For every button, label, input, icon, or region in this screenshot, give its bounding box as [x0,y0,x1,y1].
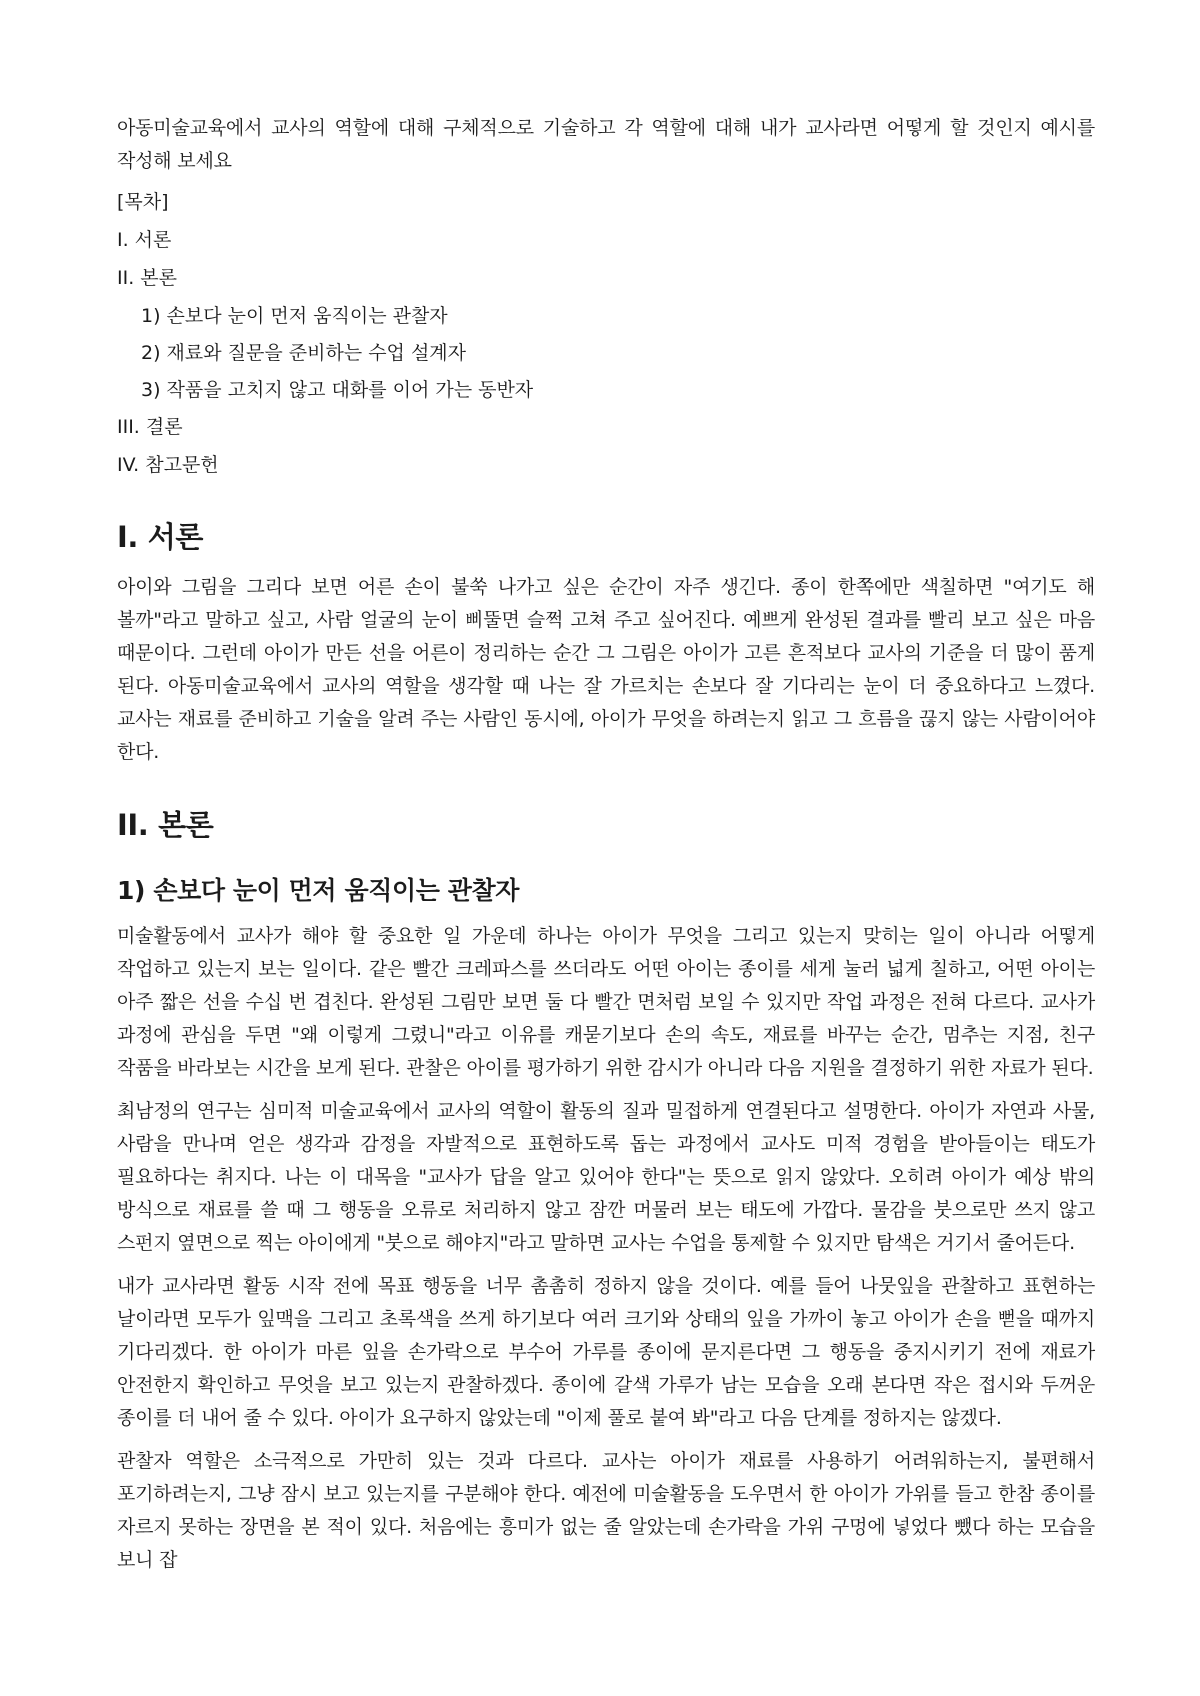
toc-heading: [목차] [117,191,169,213]
toc-subitem-designer: 2) 재료와 질문을 준비하는 수업 설계자 [141,342,467,364]
toc-subitem-observer: 1) 손보다 눈이 먼저 움직이는 관찰자 [141,305,448,327]
assignment-prompt: 아동미술교육에서 교사의 역할에 대해 구체적으로 기술하고 각 역할에 대해 내가 교사라면 어떻게 할 것인지 예시를 작성해 보세요 [117,117,1095,172]
subsection-heading-observer: 1) 손보다 눈이 먼저 움직이는 관찰자 [117,876,520,905]
table-of-contents [117,188,1095,479]
toc-item-references: IV. 참고문헌 [117,454,219,476]
intro-paragraph: 아이와 그림을 그리다 보면 어른 손이 불쑥 나가고 싶은 순간이 자주 생긴다. 종이 한쪽에만 색칠하면 "여기도 해 볼까"라고 말하고 싶고, 사람 얼굴의 눈이 삐뚤면 슬쩍 고쳐 주고 싶어진다. 예쁘게 완성된 결과를 빨리 보고 싶은 마음 때문이다. 그런데 아이가 만든 선을 어른이 정리하는 순간 그 그림은 아이가 고른 흔적보다 교사의 기준을 더 많이 품게 된다. 아동미술교육에서 교사의 역할을 생각할 때 나는 잘 가르치는 손보다 잘 기다리는 눈이 더 중요하다고 느꼈다. 교사는 재료를 준비하고 기술을 알려 주는 사람인 동시에, 아이가 무엇을 하려는지 읽고 그 흐름을 끊지 않는 사람이어야 한다. [117,576,1095,763]
body-paragraph: 미술활동에서 교사가 해야 할 중요한 일 가운데 하나는 아이가 무엇을 그리고 있는지 맞히는 일이 아니라 어떻게 작업하고 있는지 보는 일이다. 같은 빨간 크레파스를 쓰더라도 어떤 아이는 종이를 세게 눌러 넓게 칠하고, 어떤 아이는 아주 짧은 선을 수십 번 겹친다. 완성된 그림만 보면 둘 다 빨간 면처럼 보일 수 있지만 작업 과정은 전혀 다르다. 교사가 과정에 관심을 두면 "왜 이렇게 그렸니"라고 이유를 캐묻기보다 손의 속도, 재료를 바꾸는 순간, 멈추는 지점, 친구 작품을 바라보는 시간을 보게 된다. 관찰은 아이를 평가하기 위한 감시가 아니라 다음 지원을 결정하기 위한 자료가 된다. [117,925,1095,1079]
toc-item-conclusion: III. 결론 [117,416,183,438]
section-heading-body: II. 본론 [117,808,214,842]
toc-item-intro: I. 서론 [117,229,172,251]
body-paragraph: 관찰자 역할은 소극적으로 가만히 있는 것과 다르다. 교사는 아이가 재료를 사용하기 어려워하는지, 불편해서 포기하려는지, 그냥 잠시 보고 있는지를 구분해야 한다. 예전에 미술활동을 도우면서 한 아이가 가위를 들고 한참 종이를 자르지 못하는 장면을 본 적이 있다. 처음에는 흥미가 없는 줄 알았는데 손가락을 가위 구멍에 넣었다 뺐다 하는 모습을 보니 잡 [117,1450,1095,1571]
toc-item-body: II. 본론 [117,267,177,289]
section-heading-intro: I. 서론 [117,520,203,554]
toc-subitem-companion: 3) 작품을 고치지 않고 대화를 이어 가는 동반자 [141,379,534,401]
body-paragraph: 최남정의 연구는 심미적 미술교육에서 교사의 역할이 활동의 질과 밀접하게 연결된다고 설명한다. 아이가 자연과 사물, 사람을 만나며 얻은 생각과 감정을 자발적으로 표현하도록 돕는 과정에서 교사도 미적 경험을 받아들이는 태도가 필요하다는 취지다. 나는 이 대목을 "교사가 답을 알고 있어야 한다"는 뜻으로 읽지 않았다. 오히려 아이가 예상 밖의 방식으로 재료를 쓸 때 그 행동을 오류로 처리하지 않고 잠깐 머물러 보는 태도에 가깝다. 물감을 붓으로만 쓰지 않고 스펀지 옆면으로 찍는 아이에게 "붓으로 해야지"라고 말하면 교사는 수업을 통제할 수 있지만 탐색은 거기서 줄어든다. [117,1100,1095,1254]
body-paragraph: 내가 교사라면 활동 시작 전에 목표 행동을 너무 촘촘히 정하지 않을 것이다. 예를 들어 나뭇잎을 관찰하고 표현하는 날이라면 모두가 잎맥을 그리고 초록색을 쓰게 하기보다 여러 크기와 상태의 잎을 가까이 놓고 아이가 손을 뻗을 때까지 기다리겠다. 한 아이가 마른 잎을 손가락으로 부수어 가루를 종이에 문지른다면 그 행동을 중지시키기 전에 재료가 안전한지 확인하고 무엇을 보고 있는지 관찰하겠다. 종이에 갈색 가루가 남는 모습을 오래 본다면 작은 접시와 두꺼운 종이를 더 내어 줄 수 있다. 아이가 요구하지 않았는데 "이제 풀로 붙여 봐"라고 다음 단계를 정하지는 않겠다. [117,1275,1095,1429]
